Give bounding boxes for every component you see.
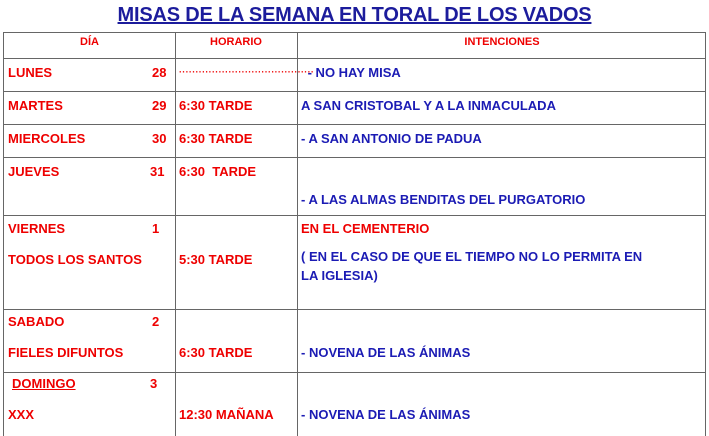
day-subtitle: XXX bbox=[8, 407, 35, 422]
mass-time: 6:30 TARDE bbox=[179, 131, 253, 146]
row-divider bbox=[4, 124, 705, 125]
mass-time: 6:30 TARDE bbox=[179, 345, 253, 360]
day-date: 2 bbox=[152, 314, 160, 329]
row-divider bbox=[4, 58, 705, 59]
day-date: 1 bbox=[152, 221, 160, 236]
header-horario: HORARIO bbox=[210, 36, 262, 48]
intention: - A SAN ANTONIO DE PADUA bbox=[301, 131, 482, 146]
day-date: 3 bbox=[150, 376, 158, 391]
intention: - NOVENA DE LAS ÁNIMAS bbox=[301, 345, 471, 360]
intention: - A LAS ALMAS BENDITAS DEL PURGATORIO bbox=[301, 192, 586, 207]
day-name: LUNES bbox=[8, 65, 53, 80]
mass-schedule-table bbox=[3, 32, 706, 436]
row-divider bbox=[4, 91, 705, 92]
day-name: MIERCOLES bbox=[8, 131, 86, 146]
intention-location: EN EL CEMENTERIO bbox=[301, 221, 430, 236]
intention: - NO HAY MISA bbox=[304, 65, 401, 80]
day-name: DOMINGO bbox=[12, 376, 76, 391]
header-dia: DÍA bbox=[80, 36, 99, 48]
mass-time: 6:30 TARDE bbox=[179, 98, 253, 113]
mass-time: ········································· bbox=[179, 67, 315, 77]
intention-note: ( EN EL CASO DE QUE EL TIEMPO NO LO PERMITA EN bbox=[301, 249, 643, 264]
page-title: MISAS DE LA SEMANA EN TORAL DE LOS VADOS bbox=[117, 4, 592, 26]
column-divider bbox=[297, 33, 298, 436]
row-divider bbox=[4, 157, 705, 158]
day-date: 29 bbox=[152, 98, 167, 113]
row-divider bbox=[4, 372, 705, 373]
day-name: JUEVES bbox=[8, 164, 60, 179]
intention: A SAN CRISTOBAL Y A LA INMACULADA bbox=[301, 98, 556, 113]
row-divider bbox=[4, 309, 705, 310]
day-date: 31 bbox=[150, 164, 165, 179]
day-name: SABADO bbox=[8, 314, 65, 329]
day-name: VIERNES bbox=[8, 221, 66, 236]
day-name: MARTES bbox=[8, 98, 63, 113]
row-divider bbox=[4, 215, 705, 216]
day-subtitle: FIELES DIFUNTOS bbox=[8, 345, 124, 360]
intention-note-cont: LA IGLESIA) bbox=[301, 268, 378, 283]
day-date: 28 bbox=[152, 65, 167, 80]
day-subtitle: TODOS LOS SANTOS bbox=[8, 252, 142, 267]
mass-time: 6:30 TARDE bbox=[179, 164, 257, 179]
mass-time: 12:30 MAÑANA bbox=[179, 407, 274, 422]
header-intenciones: INTENCIONES bbox=[464, 36, 540, 48]
day-date: 30 bbox=[152, 131, 167, 146]
intention: - NOVENA DE LAS ÁNIMAS bbox=[301, 407, 471, 422]
mass-time: 5:30 TARDE bbox=[179, 252, 253, 267]
column-divider bbox=[175, 33, 176, 436]
